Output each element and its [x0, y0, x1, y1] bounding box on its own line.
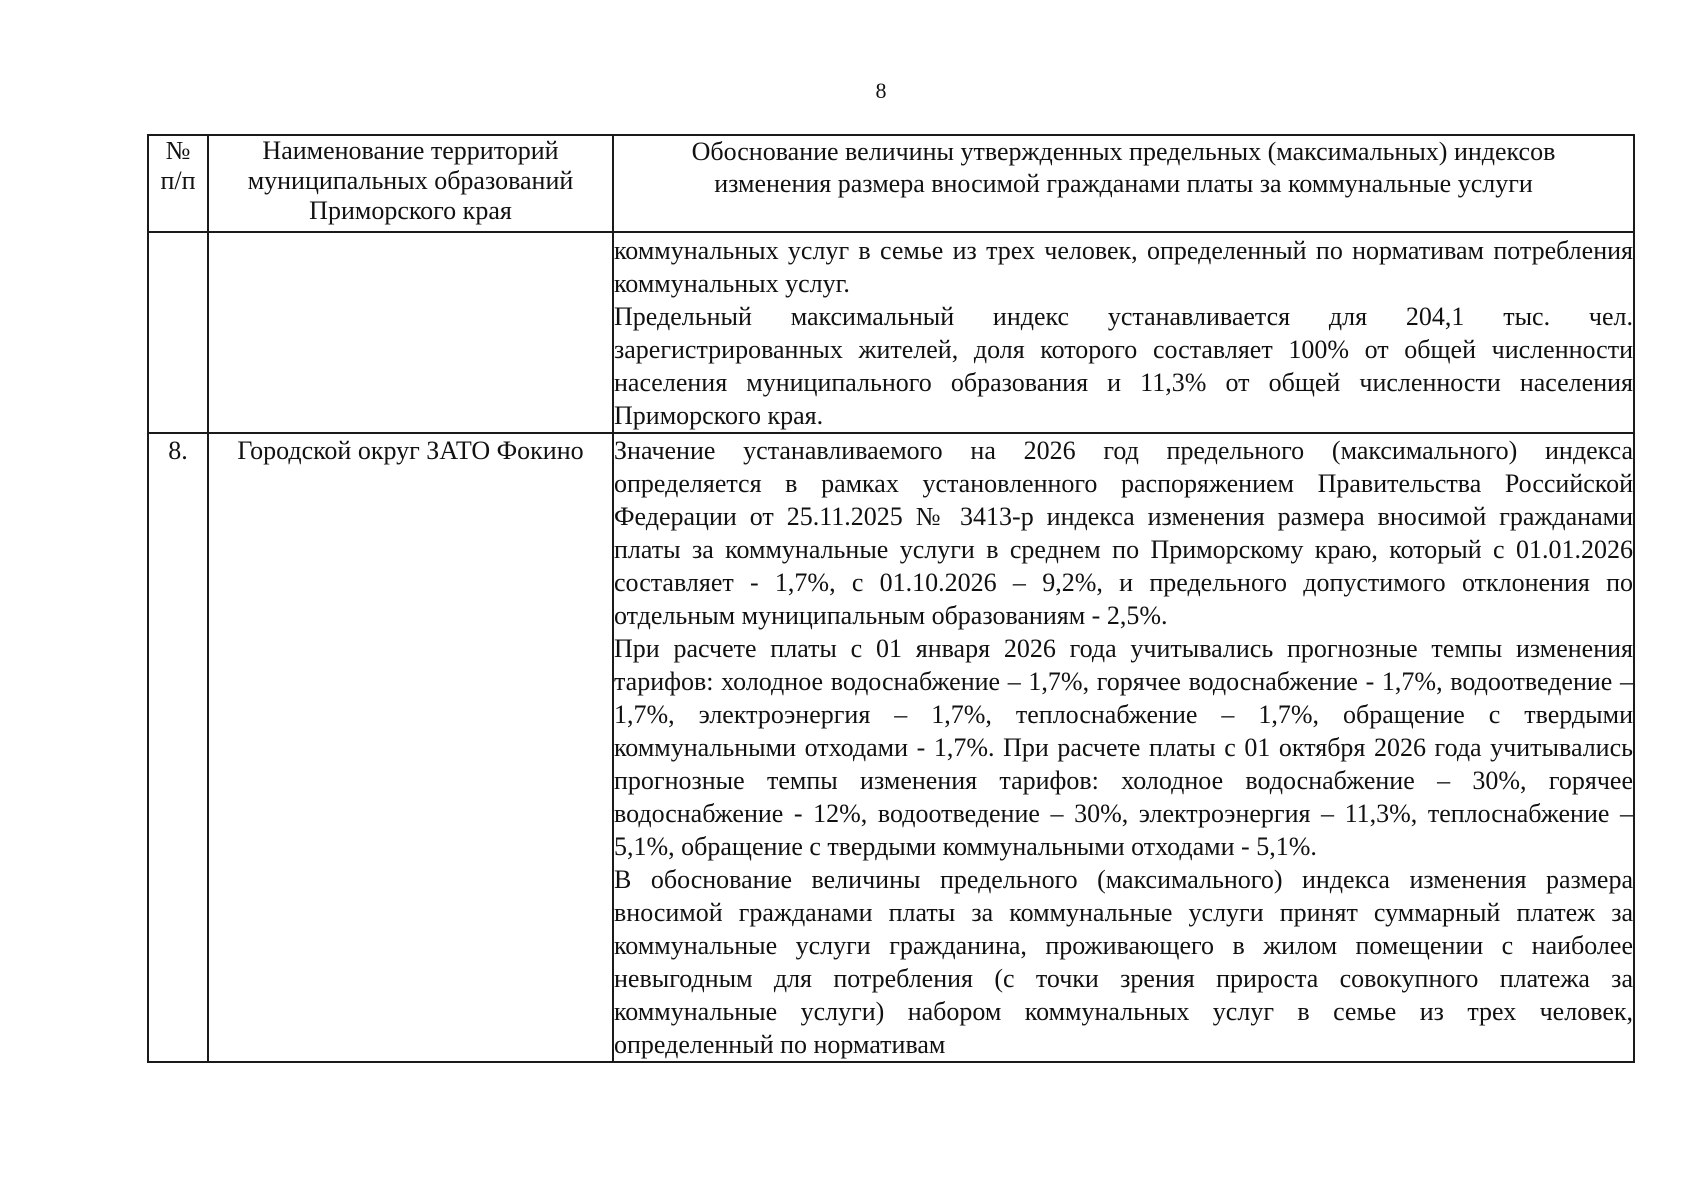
header-territory-column — [208, 135, 613, 232]
row-number-cell: 8. — [148, 433, 208, 1062]
justification-paragraph: Значение устанавливаемого на 2026 год предельного (максимального) индекса определяется в рамках установленного распоряжением Правительства Российской Федерации от 25.11.2025 № 3413-р индекса изменения размера вносимой гражданами платы за коммунальные услуги в среднем по Приморскому краю, который с 01.01.2026 составляет - 1,7%, с 01.10.2026 – 9,2%, и предельного допустимого отклонения по отдельным муниципальным образованиям - 2,5%. — [614, 436, 1633, 630]
tariff-index-table — [147, 134, 1635, 1063]
justification-paragraph: Предельный максимальный индекс устанавливается для 204,1 тыс. чел. зарегистрированных жителей, доля которого составляет 100% от общей численности населения муниципального образования и 11,3% от общей численности населения Приморского края. — [614, 302, 1633, 430]
table-header-row — [148, 135, 1634, 232]
row-justification-cell — [613, 433, 1634, 1062]
header-justification-line-1: Обоснование величины утвержденных предельных (максимальных) индексов — [691, 137, 1556, 166]
header-number-column — [148, 135, 208, 232]
header-territory-line-2: муниципальных образований — [247, 166, 574, 195]
row-territory-cell: Городской округ ЗАТО Фокино — [208, 433, 613, 1062]
justification-paragraph: При расчете платы с 01 января 2026 года учитывались прогнозные темпы изменения тарифов: холодное водоснабжение – 1,7%, горячее водоснабжение - 1,7%, водоотведение – 1,7%, электроэнергия – 1,7%, теплоснабжение – 1,7%, обращение с твердыми коммунальными отходами - 1,7%. При расчете платы с 01 октября 2026 года учитывались прогнозные темпы изменения тарифов: холодное водоснабжение – 30%, горячее водоснабжение - 12%, водоотведение – 30%, электроэнергия – 11,3%, теплоснабжение – 5,1%, обращение с твердыми коммунальными отходами - 5,1%. — [614, 634, 1633, 861]
table-row-fokino — [148, 433, 1634, 1062]
row-justification-cell — [613, 232, 1634, 433]
header-justification-column — [613, 135, 1634, 232]
row-number-cell — [148, 232, 208, 433]
header-number-line-1: № — [165, 136, 191, 165]
page-number: 8 — [875, 78, 887, 103]
header-justification-line-2: изменения размера вносимой гражданами платы за коммунальные услуги — [714, 169, 1533, 198]
header-territory-line-1: Наименование территорий — [262, 136, 559, 165]
justification-paragraph: В обоснование величины предельного (максимального) индекса изменения размера вносимой гражданами платы за коммунальные услуги принят суммарный платеж за коммунальные услуги гражданина, проживающего в жилом помещении с наиболее невыгодным для потребления (с точки зрения прироста совокупного платежа за коммунальные услуги) набором коммунальных услуг в семье из трех человек, определенный по нормативам — [614, 865, 1633, 1059]
header-territory-line-3: Приморского края — [309, 196, 512, 225]
justification-paragraph: коммунальных услуг в семье из трех человек, определенный по нормативам потребления коммунальных услуг. — [614, 236, 1633, 298]
row-territory-cell — [208, 232, 613, 433]
table-row-continuation — [148, 232, 1634, 433]
header-number-line-2: п/п — [160, 166, 196, 195]
